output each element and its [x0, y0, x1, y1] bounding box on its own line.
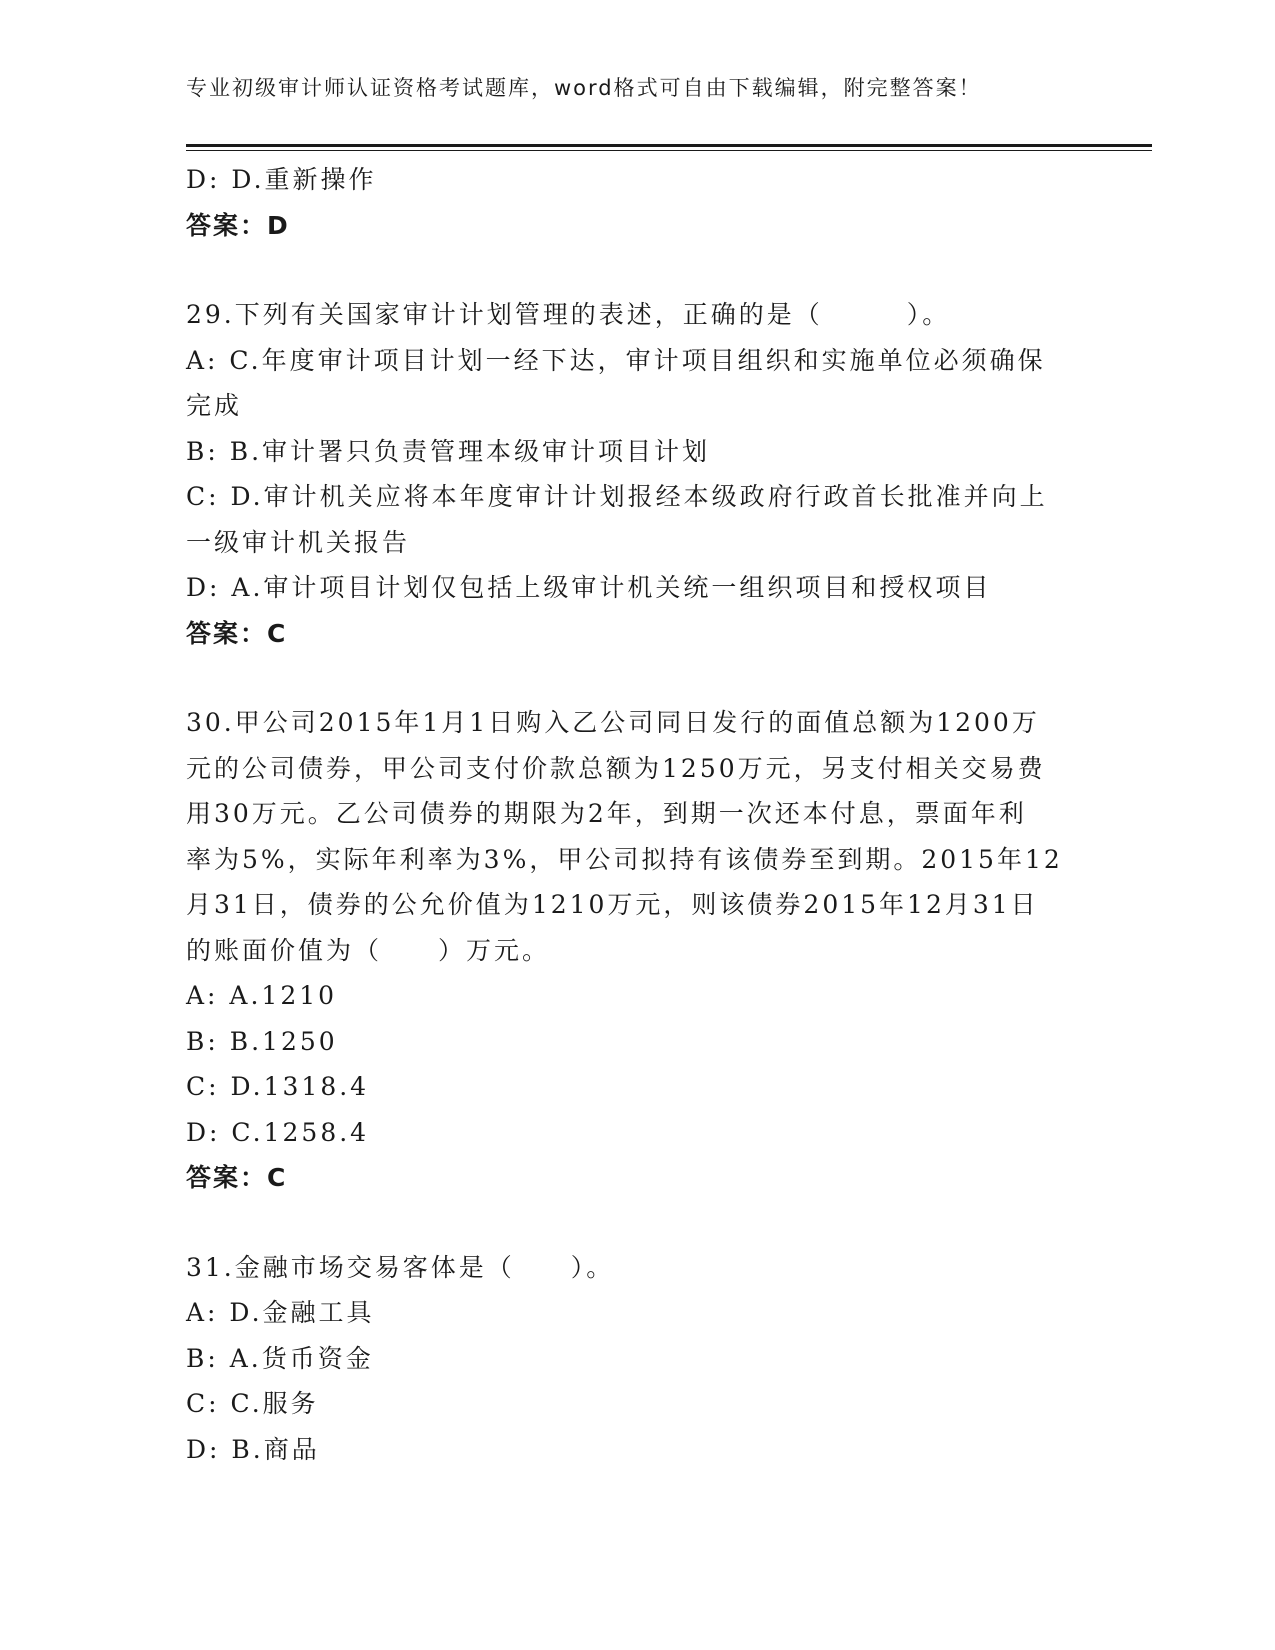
question-stem-line: 30.甲公司2015年1月1日购入乙公司同日发行的面值总额为1200万: [186, 708, 1040, 737]
option-d: D: B.商品: [186, 1434, 320, 1464]
option-a: A: A.1210: [186, 981, 338, 1010]
header-rule-thin: [186, 150, 1152, 151]
option-d: D: A.审计项目计划仅包括上级审计机关统一组织项目和授权项目: [186, 573, 992, 602]
option-b: B: A.货币资金: [186, 1343, 374, 1373]
answer: 答案：C: [186, 1163, 288, 1192]
answer: 答案：D: [186, 210, 290, 240]
question-stem-line: 元的公司债券，甲公司支付价款总额为1250万元，另支付相关交易费: [186, 753, 1046, 783]
question-31: [186, 1245, 1086, 1473]
answer: 答案：C: [186, 618, 288, 648]
prev-question: [186, 157, 1086, 248]
question-stem: 29.下列有关国家审计计划管理的表述，正确的是（ ）。: [186, 300, 951, 329]
question-stem-line: 的账面价值为（ ）万元。: [186, 935, 551, 965]
option-d: D: D.重新操作: [186, 165, 377, 194]
option-a: A: C.年度审计项目计划一经下达，审计项目组织和实施单位必须确保: [186, 345, 1046, 375]
question-stem-line: 月31日，债券的公允价值为1210万元，则该债券2015年12月31日: [186, 890, 1039, 919]
question-29: [186, 292, 1086, 656]
question-stem-line: 用30万元。乙公司债券的期限为2年，到期一次还本付息，票面年利: [186, 799, 1027, 828]
option-c: C: D.审计机关应将本年度审计计划报经本级政府行政首长批准并向上: [186, 482, 1048, 511]
question-30: [186, 700, 1086, 1201]
question-stem: 31.金融市场交易客体是（ ）。: [186, 1252, 615, 1282]
question-list: [186, 157, 1086, 1472]
option-b: B: B.审计署只负责管理本级审计项目计划: [186, 436, 711, 466]
option-d: D: C.1258.4: [186, 1117, 370, 1147]
question-stem-line: 率为5%，实际年利率为3%，甲公司拟持有该债券至到期。2015年12: [186, 844, 1063, 874]
option-c: C: C.服务: [186, 1389, 319, 1418]
option-b: B: B.1250: [186, 1026, 338, 1056]
option-c: C: D.1318.4: [186, 1072, 370, 1101]
header-rule: [186, 144, 1152, 147]
option-c-continued: 一级审计机关报告: [186, 527, 411, 557]
option-a-continued: 完成: [186, 391, 243, 420]
page-header: 专业初级审计师认证资格考试题库，word格式可自由下载编辑，附完整答案！: [186, 76, 982, 100]
option-a: A: D.金融工具: [186, 1298, 375, 1327]
